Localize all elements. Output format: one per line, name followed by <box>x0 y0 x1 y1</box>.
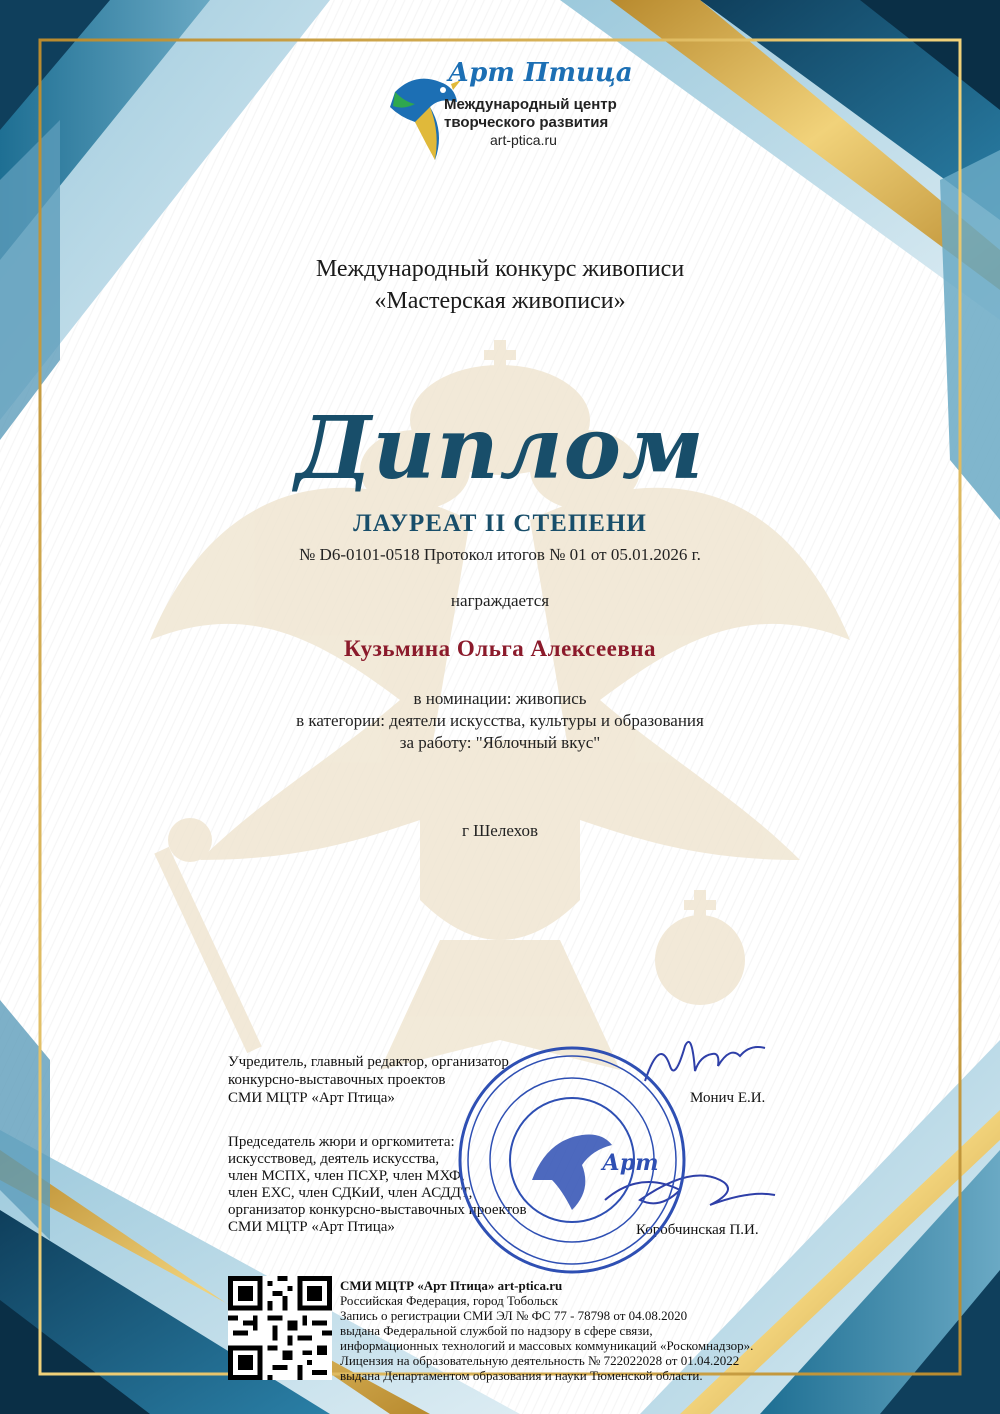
founder-line-2: конкурсно-выставочных проектов <box>228 1072 446 1088</box>
footer-line-1: СМИ МЦТР «Арт Птица» art-ptica.ru <box>340 1278 563 1293</box>
brand-line-2: творческого развития <box>444 114 609 131</box>
awarded-label: награждается <box>450 591 550 610</box>
footer-line-6: Лицензия на образовательную деятельность № 722022028 от 01.04.2022 <box>340 1353 740 1368</box>
brand-site: art-ptica.ru <box>490 132 557 148</box>
brand-line-1: Международный центр <box>444 96 617 113</box>
degree-label: ЛАУРЕАТ II СТЕПЕНИ <box>353 510 647 537</box>
city-text: г Шелехов <box>461 821 539 840</box>
chair-line-4: член ЕХС, член СДКиИ, член АСДДТ, <box>228 1185 473 1201</box>
chair-name: Коробчинская П.И. <box>636 1222 759 1238</box>
round-stamp <box>452 1040 692 1280</box>
footer-line-5: информационных технологий и массовых коммуникаций «Роскомнадзор». <box>340 1338 754 1353</box>
footer-line-7: выдана Департаментом образования и науки Тюменской области. <box>340 1368 703 1383</box>
footer-line-4: выдана Федеральной службой по надзору в сфере связи, <box>340 1323 653 1338</box>
founder-line-1: Учредитель, главный редактор, организатор <box>228 1054 509 1070</box>
contest-line-1: Международный конкурс живописи <box>315 256 685 282</box>
nomination-text: в номинации: живопись <box>413 689 587 708</box>
chair-line-6: СМИ МЦТР «Арт Птица» <box>228 1219 395 1235</box>
protocol-number: № D6-0101-0518 Протокол итогов № 01 от 05.01.2026 г. <box>299 545 701 564</box>
work-title-text: за работу: "Яблочный вкус" <box>399 733 601 752</box>
diploma-title: Диплом <box>295 398 705 499</box>
chair-line-5: организатор конкурсно-выставочных проектов <box>228 1202 527 1218</box>
brand-name: Арт Птица <box>448 58 633 88</box>
qr-code-icon <box>228 1276 332 1380</box>
chair-line-1: Председатель жюри и оргкомитета: <box>228 1134 455 1150</box>
category-text: в категории: деятели искусства, культуры и образования <box>296 711 704 730</box>
awardee-name: Кузьмина Ольга Алексеевна <box>343 636 657 661</box>
chair-line-2: искусствовед, деятель искусства, <box>228 1151 440 1167</box>
founder-line-3: СМИ МЦТР «Арт Птица» <box>228 1090 395 1106</box>
footer-line-2: Российская Федерация, город Тобольск <box>340 1293 558 1308</box>
founder-name: Монич Е.И. <box>690 1090 766 1106</box>
chair-line-3: член МСПХ, член ПСХР, член МХФ, <box>228 1168 465 1184</box>
stamp-center-text: Арт <box>602 1150 659 1176</box>
contest-line-2: «Мастерская живописи» <box>374 288 626 314</box>
footer-line-3: Запись о регистрации СМИ ЭЛ № ФС 77 - 78798 от 04.08.2020 <box>340 1308 688 1323</box>
